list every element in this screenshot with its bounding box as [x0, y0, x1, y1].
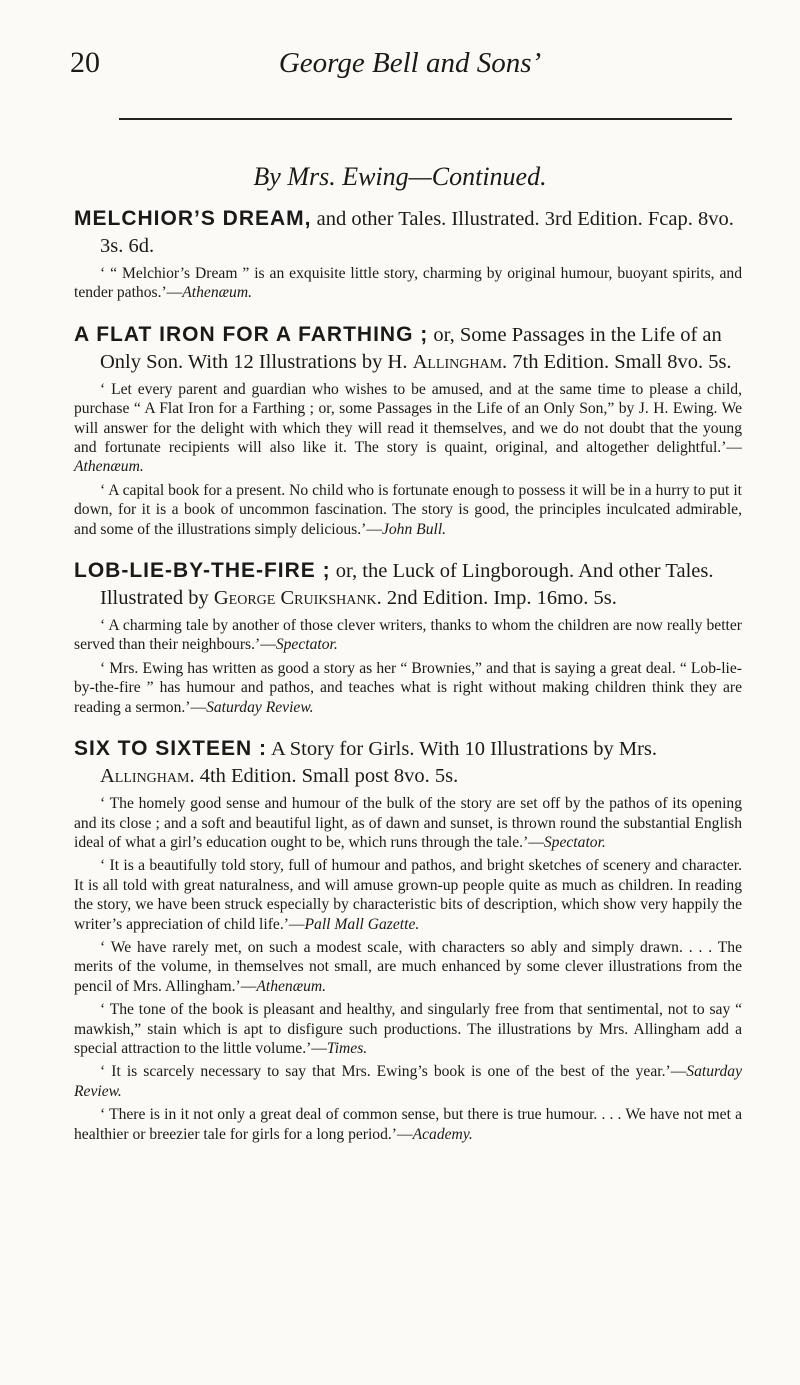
book-edition: 4th Edition. Small post 8vo. 5s. — [194, 765, 459, 788]
quote-text: ‘ It is scarcely necessary to say that Mrs. Ewing’s book is one of the best of the year.’— — [100, 1063, 687, 1081]
book-details: and other Tales. Illustrated. 3rd Edition. Fcap. 8vo. 3s. 6d. — [100, 208, 734, 257]
page-header — [70, 43, 750, 93]
quote-text: ‘ The homely good sense and humour of the bulk of the story are set off by the pathos of its opening and its close ; and a soft and beautiful light, as of dawn and sunset, is thrown round the substantial English ideal of what a girl’s education ought to be, which runs through the tale.’— — [74, 795, 742, 851]
quote-source: Times. — [326, 1039, 368, 1057]
quote-source: Athenæum. — [182, 284, 252, 302]
quote-text: ‘ The tone of the book is pleasant and healthy, and singularly free from that sentimental, not to say “ mawkish,” stain which is apt to disfigure such productions. The illustrations by Mrs. Allingham add a special attraction to the little volume.’— — [74, 1001, 742, 1057]
book-edition: 7th Edition. Small 8vo. 5s. — [507, 350, 732, 373]
catalogue-entry-melchiors-dream — [74, 205, 742, 303]
quote-source: Athenæum. — [74, 458, 144, 476]
quote-source: Spectator. — [543, 833, 606, 851]
catalogue-entry-six-to-sixteen — [74, 735, 742, 1144]
entry-title — [74, 205, 742, 260]
quote-source: Pall Mall Gazette. — [304, 915, 420, 933]
book-title: MELCHIOR’S DREAM, — [74, 207, 312, 230]
quote-text: ‘ There is in it not only a great deal of common sense, but there is true humour. . . . We have not met a healthier or breezier tale for girls for a long period.’— — [74, 1106, 742, 1143]
quote-source: Saturday Review. — [74, 1063, 742, 1100]
book-details: A Story for Girls. With 10 Illustrations by Mrs. — [266, 738, 657, 761]
entry-title — [74, 321, 742, 376]
review-quote — [74, 938, 742, 996]
quote-source: Saturday Review. — [206, 698, 314, 716]
book-edition: 2nd Edition. Imp. 16mo. 5s. — [381, 587, 617, 610]
entry-title — [74, 557, 742, 612]
page-number: 20 — [70, 46, 100, 79]
entry-title — [74, 735, 742, 790]
quote-source: Academy. — [412, 1125, 473, 1143]
header-rule — [119, 118, 732, 120]
book-title: LOB-LIE-BY-THE-FIRE ; — [74, 559, 331, 583]
quote-text: ‘ We have rarely met, on such a modest scale, with characters so ably and simply drawn. . . . The merits of the volume, in themselves not small, are much enhanced by some clever illustrations from the pencil of Mrs. Allingham.’— — [74, 938, 742, 995]
quote-source: John Bull. — [381, 520, 447, 538]
catalogue-list — [74, 205, 742, 1162]
book-details: or, the Luck of Lingborough. And other Tales. Illustrated by — [100, 560, 714, 610]
section-title: By Mrs. Ewing—Continued. — [253, 162, 547, 191]
book-title: A FLAT IRON FOR A FARTHING ; — [74, 322, 429, 346]
review-quote — [74, 264, 742, 303]
catalogue-entry-lob-lie-by-the-fire — [74, 557, 742, 717]
illustrator-name: George Cruikshank. — [213, 587, 382, 610]
review-quote — [74, 1105, 742, 1144]
review-quote — [74, 1062, 742, 1101]
quote-text: ‘ “ Melchior’s Dream ” is an exquisite little story, charming by original humour, buoyant spirits, and tender pathos.’— — [74, 265, 742, 302]
review-quote — [74, 794, 742, 852]
review-quote — [74, 616, 742, 655]
review-quote — [74, 380, 742, 477]
running-head: George Bell and Sons’ — [278, 47, 542, 79]
quote-source: Athenæum. — [256, 977, 327, 995]
book-title: SIX TO SIXTEEN : — [74, 737, 267, 761]
review-quote — [74, 659, 742, 717]
book-details: or, Some Passages in the Life of an Only Son. With 12 Illustrations by H. — [100, 323, 722, 373]
illustrator-name: Allingham. — [412, 350, 508, 373]
quote-text: ‘ A charming tale by another of those clever writers, thanks to whom the children are now really better served than their neighbours.’— — [74, 617, 742, 654]
review-quote — [74, 481, 742, 539]
review-quote — [74, 856, 742, 934]
review-quote — [74, 1000, 742, 1058]
quote-text: ‘ It is a beautifully told story, full of humour and pathos, and bright sketches of scenery and character. It is all told with great naturalness, and will amuse grown-up people quite as much as children. In reading the story, we have been struck especially by characteristic bits of description, which show very happily the writer’s appreciation of child life.’— — [74, 857, 742, 933]
quote-text: ‘ Let every parent and guardian who wishes to be amused, and at the same time to please a child, purchase “ A Flat Iron for a Farthing ; or, some Passages in the Life of an Only Son,” by J. H. Ewing. We will answer for the delight with which they will read it themselves, and we do not doubt that the young and fortunate recipients will also like it. The story is quaint, original, and altogether delightful.’— — [74, 380, 742, 457]
illustrator-name: Allingham. — [100, 765, 195, 788]
catalogue-entry-flat-iron — [74, 321, 742, 539]
quote-text: ‘ Mrs. Ewing has written as good a story as her “ Brownies,” and that is saying a great deal. “ Lob-lie-by-the-fire ” has humour and pathos, and teaches what is right without making children think they are reading a sermon.’— — [74, 659, 742, 716]
quote-text: ‘ A capital book for a present. No child who is fortunate enough to possess it will be in a hurry to put it down, for it is a book of uncommon fascination. The story is good, the principles inculcated admirable, and some of the illustrations simply delicious.’— — [74, 481, 742, 538]
quote-source: Spectator. — [275, 636, 338, 654]
